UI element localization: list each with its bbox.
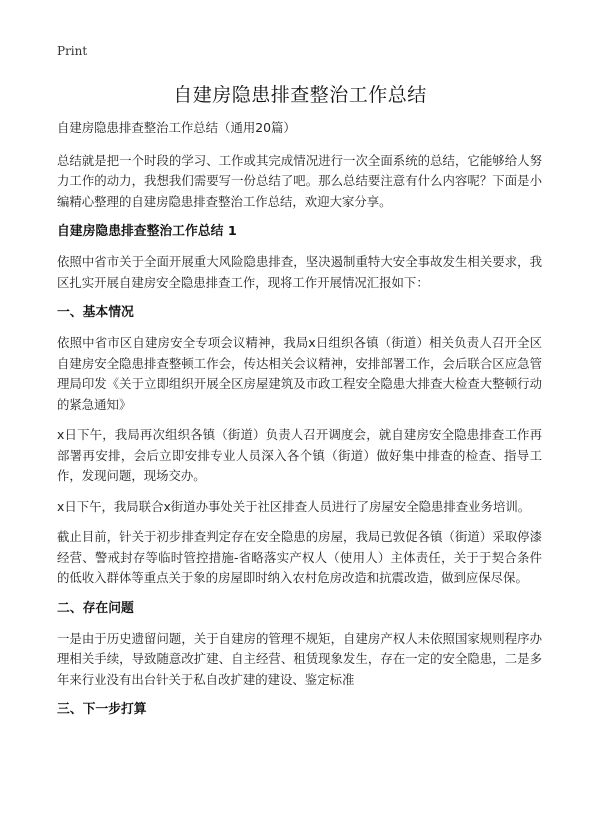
document-body xyxy=(57,118,542,730)
intro-paragraph: 总结就是把一个时段的学习、工作或其完成情况进行一次全面系统的总结，它能够给人努力工作的动力，我想我们需要写一份总结了吧。那么总结要注意有什么内容呢？下面是小编精心整理的自建房隐患排查整治工作总结，欢迎大家分享。 xyxy=(57,152,542,209)
paragraph-6: 一是由于历史遗留问题，关于自建房的管理不规矩，自建房产权人未依照国家规则程序办理相关手续，导致随意改扩建、自主经营、租赁现象发生，存在一定的安全隐患，二是多年来行业没有出台针关于私自改扩建的建设、鉴定标准 xyxy=(57,630,542,687)
document-subtitle: 自建房隐患排查整治工作总结（通用20篇） xyxy=(57,120,296,135)
document-title: 自建房隐患排查整治工作总结 xyxy=(173,84,427,106)
paragraph-2: 依照中省市区自建房安全专项会议精神，我局x日组织各镇（街道）相关负责人召开全区自建房安全隐患排查整顿工作会，传达相关会议精神，安排部署工作，会后联合区应急管理局印发《关于立即组织开展全区房屋建筑及市政工程安全隐患大排查大检查大整顿行动的紧急通知》 xyxy=(57,335,542,412)
paragraph-1: 依照中省市关于全面开展重大风险隐患排查，坚决遏制重特大安全事故发生相关要求，我区扎实开展自建房安全隐患排查工作，现将工作开展情况汇报如下： xyxy=(57,254,542,290)
paragraph-5: 截止目前，针关于初步排查判定存在安全隐患的房屋，我局已敦促各镇（街道）采取停漆经营、警戒封存等临时管控措施-省略落实产权人（使用人）主体责任，关于于契合条件的低收入群体等重点关于象的房屋即时纳入农村危房改造和抗震改造，做到应保尽保。 xyxy=(57,529,542,585)
paragraph-4: x日下午，我局联合x街道办事处关于社区排查人员进行了房屋安全隐患排查业务培训。 xyxy=(57,498,531,514)
print-label: Print xyxy=(57,44,88,58)
heading-problems: 二、存在问题 xyxy=(57,600,134,616)
heading-next-steps: 三、下一步打算 xyxy=(57,702,147,717)
paragraph-3: x日下午，我局再次组织各镇（街道）负责人召开调度会，就自建房安全隐患排查工作再部署再安排，会后立即安排专业人员深入各个镇（街道）做好集中排查的检查、指导工作，发现问题，现场交办。 xyxy=(57,427,542,483)
heading-basic-situation: 一、基本情况 xyxy=(57,305,134,320)
section-title: 自建房隐患排查整治工作总结 1 xyxy=(57,224,237,239)
